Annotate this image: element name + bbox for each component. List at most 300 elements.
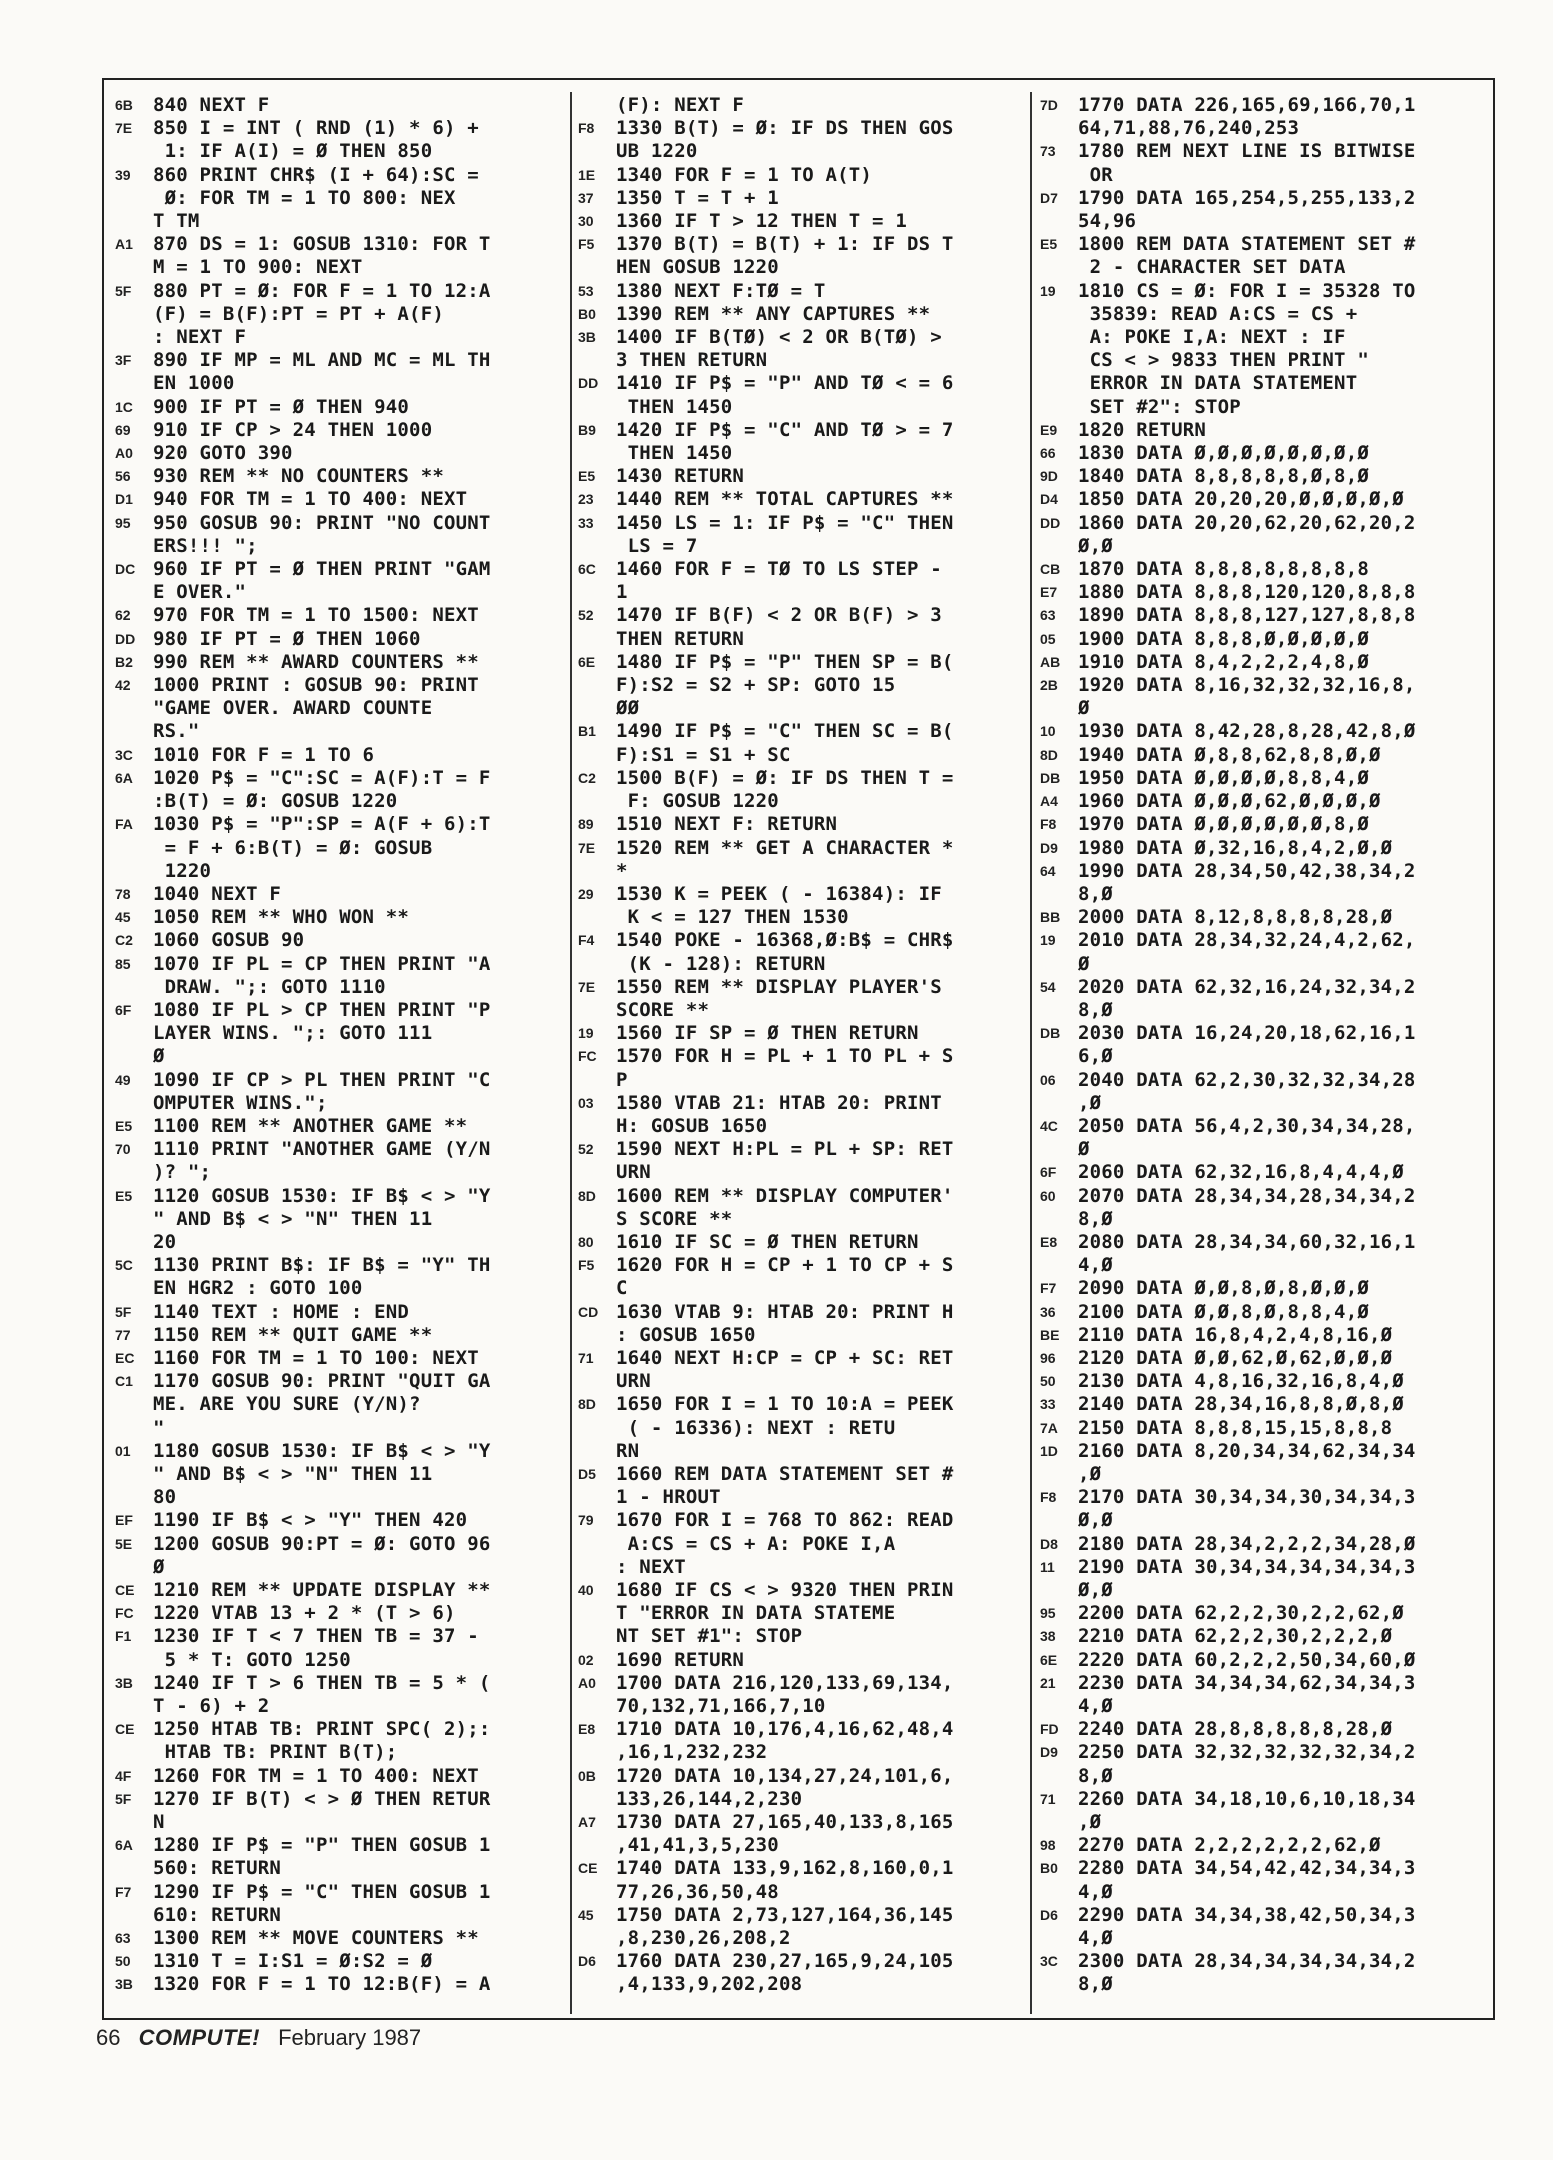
code-line [578,651,1024,721]
code-line [578,767,1024,813]
basic-code: 1760 DATA 230,27,165,9,24,105 ,4,133,9,202,208 [616,1950,954,1996]
code-line [578,1092,1024,1138]
basic-code: 1820 RETURN [1078,418,1207,441]
checksum: 7A [1040,1419,1058,1436]
basic-code: 2040 DATA 62,2,30,32,32,34,28 ,Ø [1078,1068,1416,1114]
checksum: FC [578,1048,597,1065]
code-line [115,1347,561,1370]
code-line [115,929,561,952]
code-line [1040,1347,1486,1370]
code-line [578,187,1024,210]
code-line [115,1788,561,1834]
checksum: 70 [115,1141,131,1158]
code-line [1040,813,1486,836]
basic-code: 960 IF PT = Ø THEN PRINT "GAM E OVER." [153,558,491,604]
code-line [578,303,1024,326]
code-line [578,929,1024,975]
basic-code: 1270 IF B(T) < > Ø THEN RETUR N [153,1787,491,1834]
checksum: B1 [578,723,596,740]
code-line [578,1022,1024,1045]
checksum: 6F [1040,1164,1057,1181]
basic-code: 2110 DATA 16,8,4,2,4,8,16,Ø [1078,1323,1393,1346]
code-line [1040,1672,1486,1718]
code-line [115,1881,561,1927]
code-line [1040,140,1486,186]
code-line [1040,1301,1486,1324]
code-line [115,813,561,883]
checksum: CD [578,1303,599,1320]
basic-code: 1650 FOR I = 1 TO 10:A = PEEK ( - 16336): NEXT : RETU RN [616,1393,954,1462]
checksum: CE [578,1860,598,1877]
basic-code: 2290 DATA 34,34,38,42,50,34,3 4,Ø [1078,1903,1416,1950]
basic-code: 1170 GOSUB 90: PRINT "QUIT GA ME. ARE YOU SURE (Y/N)? " [153,1370,491,1439]
basic-code: 970 FOR TM = 1 TO 1500: NEXT [153,604,479,627]
checksum: F8 [1040,1489,1057,1506]
page-number: 66 [96,2025,121,2050]
checksum: FA [115,816,133,833]
basic-code: 2090 DATA Ø,Ø,8,Ø,8,Ø,Ø,Ø [1078,1277,1369,1300]
basic-code: 2260 DATA 34,18,10,6,10,18,34 ,Ø [1078,1787,1416,1834]
checksum: A0 [578,1674,596,1691]
code-line [1040,1022,1486,1068]
checksum: 80 [578,1233,594,1250]
checksum: 37 [578,189,594,206]
basic-code: 2130 DATA 4,8,16,32,16,8,4,Ø [1078,1370,1404,1393]
checksum: 19 [1040,282,1056,299]
basic-code: 1390 REM ** ANY CAPTURES ** [616,302,931,325]
checksum: B2 [115,653,133,670]
checksum: 52 [578,1141,594,1158]
checksum: F7 [115,1883,132,1900]
checksum: 53 [578,282,594,299]
checksum: 95 [115,514,131,531]
checksum: 85 [115,955,131,972]
basic-code: 1640 NEXT H:CP = CP + SC: RET URN [616,1346,954,1393]
code-line [115,117,561,163]
checksum: 79 [578,1512,594,1529]
code-line [115,465,561,488]
code-line [115,674,561,744]
code-line [115,396,561,419]
checksum: 64 [1040,862,1056,879]
basic-code: 1310 T = I:S1 = Ø:S2 = Ø [153,1950,433,1973]
basic-code: 2100 DATA Ø,Ø,8,Ø,8,8,4,Ø [1078,1300,1369,1323]
code-line [115,1254,561,1300]
checksum: D8 [1040,1535,1058,1552]
basic-code: 940 FOR TM = 1 TO 400: NEXT [153,488,468,511]
checksum: F1 [115,1628,132,1645]
checksum: 5F [115,1790,132,1807]
checksum: 62 [115,607,131,624]
code-line [578,558,1024,604]
code-line [115,1927,561,1950]
basic-code: 1570 FOR H = PL + 1 TO PL + S P [616,1045,954,1091]
code-line [578,837,1024,883]
checksum: 78 [115,885,131,902]
basic-code: 910 IF CP > 24 THEN 1000 [153,418,433,441]
basic-code: 980 IF PT = Ø THEN 1060 [153,627,421,650]
checksum: F4 [578,932,595,949]
code-line [1040,512,1486,558]
code-line [1040,1370,1486,1393]
basic-code: 1220 VTAB 13 + 2 * (T > 6) [153,1602,456,1625]
checksum: 42 [115,677,131,694]
code-line [1040,94,1486,140]
basic-code: 2070 DATA 28,34,34,28,34,34,2 8,Ø [1078,1184,1416,1230]
basic-code: 880 PT = Ø: FOR F = 1 TO 12:A (F) = B(F):PT = PT + A(F) : NEXT F [153,279,491,349]
basic-code: 1130 PRINT B$: IF B$ = "Y" TH EN HGR2 : GOTO 100 [153,1254,491,1300]
basic-code: 1370 B(T) = B(T) + 1: IF DS T HEN GOSUB 1220 [616,233,954,279]
code-line [1040,1556,1486,1602]
basic-code: 2220 DATA 60,2,2,2,50,34,60,Ø [1078,1648,1416,1671]
checksum: 3B [578,329,596,346]
checksum: 3C [1040,1953,1058,1970]
code-line [578,1393,1024,1463]
basic-code: 1140 TEXT : HOME : END [153,1300,410,1323]
checksum: D4 [1040,491,1058,508]
checksum: 6C [578,561,596,578]
checksum: 5F [115,282,132,299]
code-line [1040,674,1486,720]
code-line [115,1625,561,1671]
basic-code: 1050 REM ** WHO WON ** [153,906,410,929]
basic-code: 890 IF MP = ML AND MC = ML TH EN 1000 [153,349,491,395]
code-line [115,1765,561,1788]
code-line [115,744,561,767]
basic-code: 1670 FOR I = 768 TO 862: READ A:CS = CS + A: POKE I,A : NEXT [616,1509,954,1578]
checksum: E9 [1040,421,1058,438]
code-line [115,1718,561,1764]
basic-code: 1850 DATA 20,20,20,Ø,Ø,Ø,Ø,Ø [1078,488,1404,511]
code-line [1040,1417,1486,1440]
code-line [578,1649,1024,1672]
checksum: 3F [115,352,132,369]
code-line [578,94,1024,117]
code-line [1040,929,1486,975]
checksum: E5 [1040,236,1058,253]
code-line [1040,488,1486,511]
basic-code: 1530 K = PEEK ( - 16384): IF K < = 127 THEN 1530 [616,882,942,929]
basic-code: 2080 DATA 28,34,34,60,32,16,1 4,Ø [1078,1230,1416,1277]
basic-code: 1210 REM ** UPDATE DISPLAY ** [153,1579,491,1601]
basic-code: 2120 DATA Ø,Ø,62,Ø,62,Ø,Ø,Ø [1078,1346,1393,1369]
code-line [1040,1277,1486,1300]
checksum: 23 [578,491,594,508]
checksum: E8 [578,1721,596,1738]
checksum: 1C [115,398,133,415]
checksum: 19 [1040,932,1056,949]
checksum: 33 [1040,1396,1056,1413]
basic-code: 1890 DATA 8,8,8,127,127,8,8,8 [1078,604,1416,627]
basic-code: 2180 DATA 28,34,2,2,2,34,28,Ø [1078,1532,1416,1555]
checksum: EC [115,1349,135,1366]
code-line [115,1834,561,1880]
basic-code: 990 REM ** AWARD COUNTERS ** [153,650,479,673]
code-line [578,164,1024,187]
basic-code: 1710 DATA 10,176,4,16,62,48,4 ,16,1,232,232 [616,1718,954,1764]
code-line [115,233,561,279]
basic-code: 1180 GOSUB 1530: IF B$ < > "Y " AND B$ < > "N" THEN 11 80 [153,1439,491,1509]
checksum: 3B [115,1674,133,1691]
basic-code: 1810 CS = Ø: FOR I = 35328 TO 35839: READ A:CS = CS + A: POKE I,A: NEXT : IF CS < > 9833 THEN PRINT " ERROR IN DATA STATEMENT SET #2": STOP [1078,279,1416,418]
code-line [578,233,1024,279]
checksum: B9 [578,421,596,438]
basic-code: 1590 NEXT H:PL = PL + SP: RET URN [616,1138,954,1184]
basic-code: 1750 DATA 2,73,127,164,36,145 ,8,230,26,208,2 [616,1903,954,1950]
basic-code: 1540 POKE - 16368,Ø:B$ = CHR$ (K - 128): RETURN [616,929,954,975]
code-line [1040,651,1486,674]
checksum: 66 [1040,445,1056,462]
checksum: A1 [115,236,133,253]
code-line [115,1950,561,1973]
checksum: EF [115,1512,133,1529]
basic-code: 1990 DATA 28,34,50,42,38,34,2 8,Ø [1078,859,1416,905]
code-line [1040,1625,1486,1648]
basic-code: 1090 IF CP > PL THEN PRINT "C OMPUTER WINS."; [153,1068,491,1114]
basic-code: 920 GOTO 390 [153,442,293,465]
code-line [115,1509,561,1532]
checksum: D1 [115,491,133,508]
basic-code: 1340 FOR F = 1 TO A(T) [616,163,873,186]
code-line [1040,1950,1486,1996]
checksum: CE [115,1721,135,1738]
basic-code: 1070 IF PL = CP THEN PRINT "A DRAW. ";: GOTO 1110 [153,952,491,998]
checksum: D7 [1040,189,1058,206]
checksum: 6E [578,653,596,670]
code-line [1040,790,1486,813]
code-line [578,419,1024,465]
basic-code: 900 IF PT = Ø THEN 940 [153,395,410,418]
checksum: 73 [1040,143,1056,160]
code-line [1040,628,1486,651]
basic-code: 1940 DATA Ø,8,8,62,8,8,Ø,Ø [1078,743,1381,766]
code-line [578,976,1024,1022]
checksum: 1E [578,166,596,183]
basic-code: 2150 DATA 8,8,8,15,15,8,8,8 [1078,1416,1393,1439]
basic-code: 2060 DATA 62,32,16,8,4,4,4,Ø [1078,1161,1404,1184]
code-line [115,349,561,395]
code-line [115,1324,561,1347]
checksum: 6B [115,97,133,113]
checksum: 10 [1040,723,1056,740]
basic-code: 1910 DATA 8,4,2,2,2,4,8,Ø [1078,650,1369,673]
basic-code: 1150 REM ** QUIT GAME ** [153,1323,433,1346]
basic-code: 1010 FOR F = 1 TO 6 [153,743,375,766]
basic-code: 1550 REM ** DISPLAY PLAYER'S SCORE ** [616,975,942,1021]
code-line [578,1765,1024,1811]
basic-code: 1830 DATA Ø,Ø,Ø,Ø,Ø,Ø,Ø,Ø [1078,442,1369,465]
basic-code: (F): NEXT F [616,94,745,116]
basic-code: 1630 VTAB 9: HTAB 20: PRINT H : GOSUB 1650 [616,1300,954,1346]
code-line [1040,837,1486,860]
code-line [115,488,561,511]
code-line [1040,581,1486,604]
checksum: CB [1040,561,1061,578]
checksum: DC [115,561,136,578]
checksum: 8D [578,1396,596,1413]
code-line [115,906,561,929]
checksum: 6A [115,769,133,786]
checksum: 3B [115,1976,133,1993]
code-line [1040,1440,1486,1486]
code-line [115,280,561,350]
code-line [115,1440,561,1510]
checksum: D5 [578,1465,596,1482]
basic-code: 1020 P$ = "C":SC = A(F):T = F :B(T) = Ø: GOSUB 1220 [153,766,491,813]
code-line [115,512,561,558]
code-line [1040,1069,1486,1115]
code-line [1040,465,1486,488]
checksum: 30 [578,213,594,230]
column-divider [570,92,572,2014]
code-line [1040,1393,1486,1416]
basic-code: 2300 DATA 28,34,34,34,34,34,2 8,Ø [1078,1950,1416,1996]
basic-code: 2160 DATA 8,20,34,34,62,34,34 ,Ø [1078,1439,1416,1485]
code-line [1040,860,1486,906]
checksum: D9 [1040,1744,1058,1761]
code-line [1040,280,1486,419]
checksum: 39 [115,166,131,183]
code-line [578,1672,1024,1718]
checksum: DD [1040,514,1061,531]
checksum: D9 [1040,839,1058,856]
code-line [578,1904,1024,1950]
code-line [578,488,1024,511]
code-line [1040,1185,1486,1231]
basic-code: 2250 DATA 32,32,32,32,32,34,2 8,Ø [1078,1741,1416,1787]
checksum: AB [1040,653,1061,670]
basic-code: 1060 GOSUB 90 [153,929,305,952]
checksum: BB [1040,909,1061,926]
basic-code: 2230 DATA 34,34,34,62,34,34,3 4,Ø [1078,1671,1416,1718]
code-line [115,1579,561,1602]
code-line [115,953,561,999]
code-line [1040,442,1486,465]
issue-date: February 1987 [278,2025,422,2050]
basic-code: 1930 DATA 8,42,28,8,28,42,8,Ø [1078,720,1416,743]
basic-code: 1320 FOR F = 1 TO 12:B(F) = A [153,1973,491,1996]
checksum: 19 [578,1025,594,1042]
basic-code: 1190 IF B$ < > "Y" THEN 420 [153,1509,468,1532]
code-line [1040,558,1486,581]
checksum: 45 [578,1906,594,1923]
code-line [578,1463,1024,1509]
basic-code: 1440 REM ** TOTAL CAPTURES ** [616,488,954,511]
code-line [1040,1834,1486,1857]
basic-code: 2170 DATA 30,34,34,30,34,34,3 Ø,Ø [1078,1486,1416,1532]
code-line [1040,1161,1486,1184]
basic-code: 2140 DATA 28,34,16,8,8,Ø,8,Ø [1078,1393,1404,1416]
checksum: 7D [1040,97,1058,113]
checksum: A4 [1040,793,1058,810]
code-line [578,883,1024,929]
checksum: 21 [1040,1674,1056,1691]
code-line [578,1950,1024,1996]
basic-code: 840 NEXT F [153,94,270,116]
basic-code: 1360 IF T > 12 THEN T = 1 [616,210,907,233]
page-footer [96,2025,421,2051]
checksum: 7E [115,120,133,137]
checksum: E5 [578,468,596,485]
checksum: C2 [578,769,596,786]
checksum: 98 [1040,1837,1056,1854]
basic-code: 1260 FOR TM = 1 TO 400: NEXT [153,1764,479,1787]
basic-code: 1870 DATA 8,8,8,8,8,8,8,8 [1078,558,1369,581]
checksum: 06 [1040,1071,1056,1088]
basic-code: 850 I = INT ( RND (1) * 6) + 1: IF A(I) = Ø THEN 850 [153,117,479,163]
code-line [115,94,561,117]
basic-code: 1280 IF P$ = "P" THEN GOSUB 1 560: RETURN [153,1834,491,1880]
basic-code: 1500 B(F) = Ø: IF DS THEN T = F: GOSUB 1220 [616,766,954,813]
code-line [578,604,1024,650]
code-line [578,1811,1024,1857]
basic-code: 1510 NEXT F: RETURN [616,813,838,836]
code-line [1040,419,1486,442]
checksum: 54 [1040,978,1056,995]
code-line [115,442,561,465]
code-line [1040,976,1486,1022]
basic-code: 1420 IF P$ = "C" AND TØ > = 7 THEN 1450 [616,418,954,465]
code-line [1040,604,1486,627]
checksum: A7 [578,1814,596,1831]
checksum: F8 [1040,816,1057,833]
basic-code: 1780 REM NEXT LINE IS BITWISE OR [1078,140,1416,186]
checksum: 3C [115,746,133,763]
checksum: 33 [578,514,594,531]
code-line [578,117,1024,163]
code-line [115,999,561,1069]
checksum: D6 [578,1953,596,1970]
code-line [115,1185,561,1255]
code-line [578,1718,1024,1764]
code-line [1040,1231,1486,1277]
checksum: DD [115,630,136,647]
checksum: 01 [115,1442,131,1459]
code-line [578,1231,1024,1254]
checksum: 45 [115,909,131,926]
checksum: FD [1040,1721,1059,1738]
code-line [115,164,561,234]
basic-code: 1480 IF P$ = "P" THEN SP = B( F):S2 = S2 + SP: GOTO 15 ØØ [616,650,954,720]
magazine-name: COMPUTE! [138,2025,260,2050]
checksum: 60 [1040,1187,1056,1204]
code-line [1040,720,1486,743]
code-line [578,326,1024,372]
code-line [115,604,561,627]
basic-code: 1040 NEXT F [153,882,282,905]
checksum: F5 [578,1257,595,1274]
checksum: 05 [1040,630,1056,647]
code-line [1040,1486,1486,1532]
checksum: A0 [115,445,133,462]
checksum: 0B [578,1767,596,1784]
code-line [1040,1602,1486,1625]
code-line [115,1115,561,1138]
checksum: 2B [1040,677,1058,694]
checksum: B0 [1040,1860,1058,1877]
basic-code: 1620 FOR H = CP + 1 TO CP + S C [616,1254,954,1300]
basic-code: 1350 T = T + 1 [616,186,779,209]
code-line [115,1138,561,1184]
basic-code: 1660 REM DATA STATEMENT SET # 1 - HROUT [616,1462,954,1509]
checksum: 29 [578,885,594,902]
basic-code: 2010 DATA 28,34,32,24,4,2,62, Ø [1078,929,1416,975]
checksum: 4C [1040,1117,1058,1134]
basic-code: 1100 REM ** ANOTHER GAME ** [153,1114,468,1137]
checksum: BE [1040,1326,1060,1343]
code-line [1040,906,1486,929]
checksum: 77 [115,1326,131,1343]
